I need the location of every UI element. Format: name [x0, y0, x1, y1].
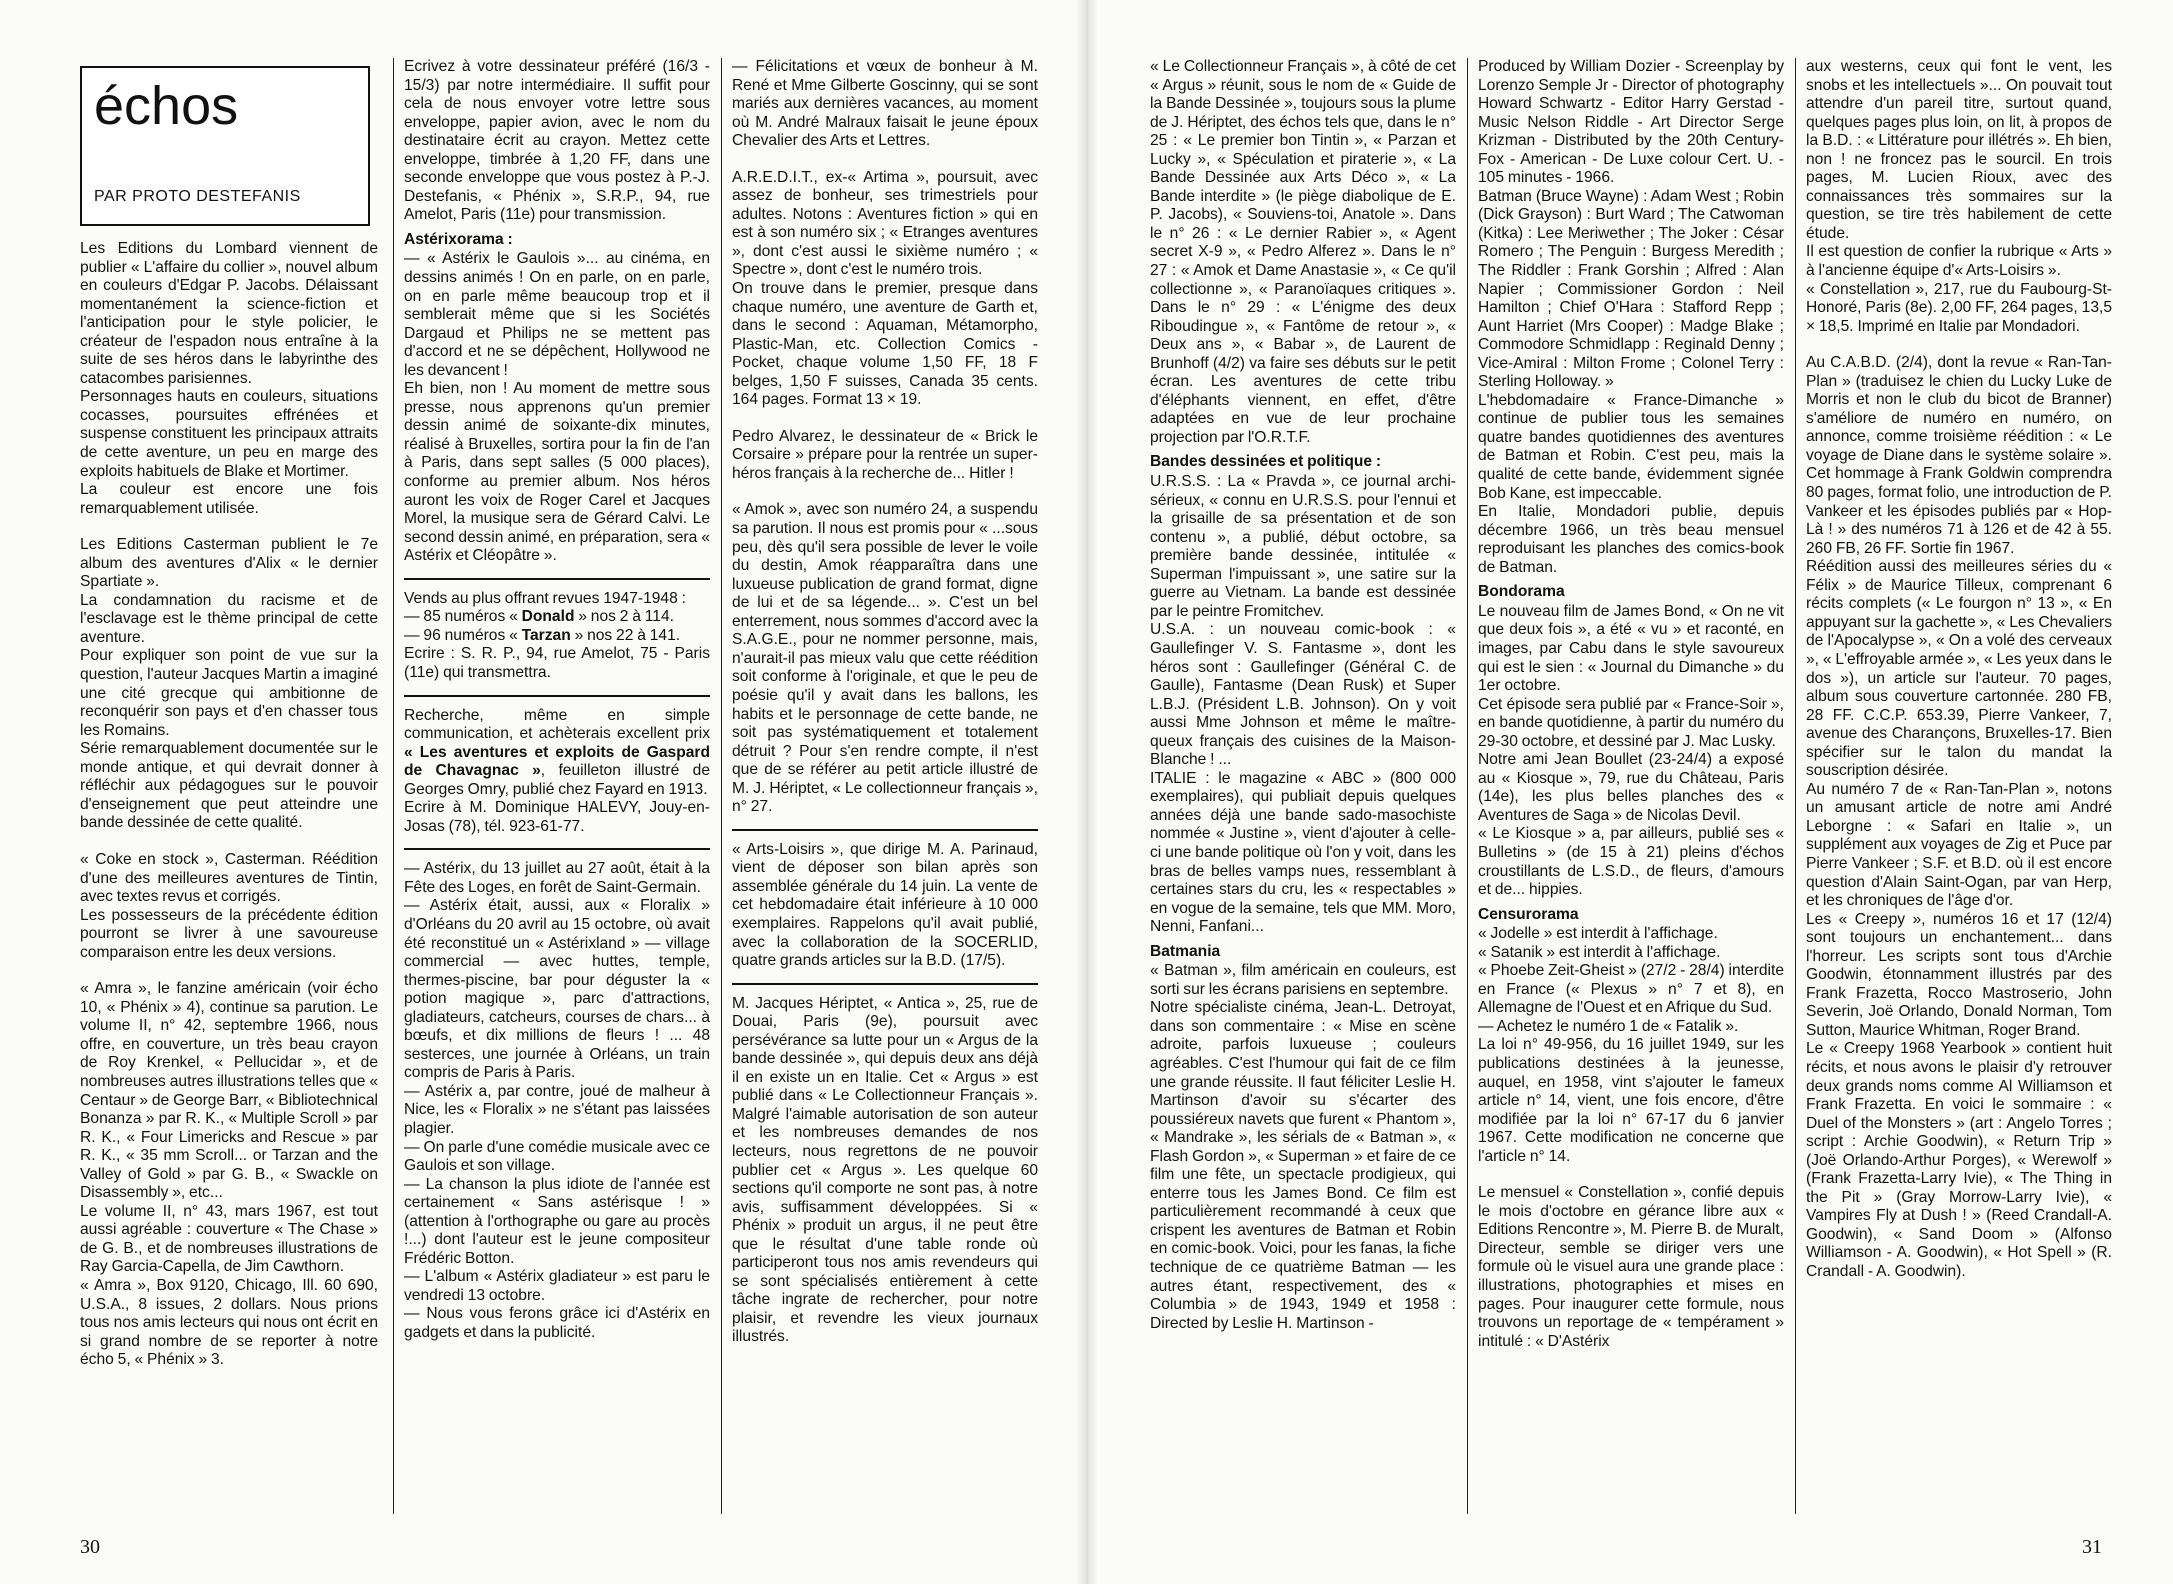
paragraph: A.R.E.D.I.T., ex-« Artima », poursuit, avec assez de bonheur, ses trimestriels pour adultes. Notons : Aventures fiction » qui en est à son numéro six ; « Etranges aventures », dont c'est aussi le sixième numéro ; « Spectre », dont c'est le numéro trois. — [732, 168, 1038, 279]
column-divider — [1795, 58, 1796, 1514]
page-title: échos — [94, 76, 239, 136]
paragraph: En Italie, Mondadori publie, depuis décembre 1966, un très beau mensuel reproduisant les planches des comics-book de Batman. — [1478, 503, 1784, 576]
page-gutter — [1076, 0, 1098, 1584]
paragraph: Réédition aussi des meilleures séries du « Félix » de Maurice Tilleux, comprenant 6 récits complets (« Le fourgon n° 13 », « En appuyant sur la gachette », « Les Chevaliers de l'Apocalypse », « On a volé des cerveaux », « L'effroyable armée », « Les yeux dans le dos »), un article sur l'auteur. 70 pages, album sous couverture cartonnée. 280 FB, 28 FF. C.C.P. 653.39, Pierre Vankeer, 7, avenue des Charançons, Bruxelles-17. Bien spécifier sur le talon du mandat la souscription désirée. — [1806, 558, 2112, 780]
paragraph: « Coke en stock », Casterman. Réédition d'une des meilleures aventures de Tintin, avec textes revus et corrigés. — [80, 850, 378, 906]
paragraph: Le mensuel « Constellation », confié depuis le mois d'octobre en gérance libre aux « Editions Rencontre », M. Pierre B. de Muralt, Directeur, semble se diriger vers une formule où le visuel aura une grande place : illustrations, photographies et mises en pages. Pour inaugurer cette formule, nous trouvons un reportage de « tempérament » intitulé : « D'Astérix — [1478, 1184, 1784, 1350]
column-6 — [1806, 58, 2112, 1514]
paragraph: « Amok », avec son numéro 24, a suspendu sa parution. Il nous est promis pour « ...sous peu, dès qu'il sera possible de lever le voile du destin, Amok réapparaîtra dans une luxueuse publication de grand format, digne de lui et de sa légende... ». C'est un bel enterrement, nous sommes d'accord avec la S.A.G.E., pour ne nommer personne, mais, n'aurait-il pas mieux valu que cette réédition soit conforme à l'originale, et que le peu de poésie qu'il y avait dans les ballons, les habits et le personnage de cette bande, ne soit pas systématiquement et totalement détruit ? Pour s'en rendre compte, il n'est que de se référer au petit article illustré de M. J. Hériptet, « Le collectionneur français », n° 27. — [732, 501, 1038, 816]
divider-rule — [404, 695, 710, 697]
byline: PAR PROTO DESTEFANIS — [94, 188, 301, 205]
paragraph: « Le Kiosque » a, par ailleurs, publié ses « Bulletins » (de 15 à 21) pleins d'échos croustillants de L.S.D., de fleurs, d'amours et de... hippies. — [1478, 825, 1784, 899]
page-number-right: 31 — [2082, 1536, 2102, 1558]
column-5 — [1478, 58, 1784, 1514]
paragraph: La couleur est encore une fois remarquablement utilisée. — [80, 481, 378, 517]
ad-text: Vends au plus offrant revues 1947-1948 : — [404, 589, 686, 607]
paragraph: Le volume II, n° 43, mars 1967, est tout aussi agréable : couverture « The Chase » de G. B., et de nombreuses illustrations de Ray Garcia-Capella, de Jim Cawthorn. — [80, 1202, 378, 1276]
ad-text: , feuilleton illustré de Georges Omry, publié chez Fayard en 1913. — [404, 762, 710, 798]
divider-rule — [404, 578, 710, 580]
section-heading: Bandes dessinées et politique : — [1150, 453, 1382, 471]
title-box — [80, 66, 370, 226]
paragraph: Notre spécialiste cinéma, Jean-L. Detroyat, dans son commentaire : « Mise en scène adroite, parfois luxueuse ; couleurs agréables. C'est l'humour qui fait de ce film une grande réussite. Il faut féliciter Leslie H. Martinson d'avoir su s'écarter des poussiéreux navets que furent « Phantom », « Mandrake », les sérials de « Batman », « Flash Gordon », « Superman » et faire de ce film une fête, un spectacle prodigieux, qui enterre tous les James Bond. Ce film est particulièrement recommandé à ceux que crispent les aventures de Batman et Robin en comic-book. Voici, pour les fanas, la fiche technique de ce quatrième Batman — les autres étant, respectivement, des « Columbia » de 1943, 1949 et 1958 : Directed by Leslie H. Martinson - — [1150, 999, 1456, 1332]
paragraph: — L'album « Astérix gladiateur » est paru le vendredi 13 octobre. — [404, 1268, 710, 1304]
paragraph: Batman (Bruce Wayne) : Adam West ; Robin (Dick Grayson) : Burt Ward ; The Catwoman (Kitka) : Lee Meriwether ; The Joker : César Romero ; The Penguin : Burgess Meredith ; The Riddler : Frank Gorshin ; Alfred : Alan Napier ; Commissioner Gordon : Neil Hamilton ; Chief O'Hara : Stafford Repp ; Aunt Harriet (Mrs Cooper) : Madge Blake ; Commodore Schmidlapp : Reginald Denny ; Vice-Amiral : Milton Frome ; Colonel Terry : Sterling Holloway. » — [1478, 187, 1784, 391]
divider-rule — [732, 983, 1038, 985]
paragraph: Le nouveau film de James Bond, « On ne vit que deux fois », a été « vu » et raconté, en images, par Cabu dans le style savoureux qui est le sien : « Journal du Dimanche » du 1er octobre. — [1478, 602, 1784, 695]
paragraph: ITALIE : le magazine « ABC » (800 000 exemplaires), qui publiait depuis quelques années déjà une bande sado-masochiste nommée « Justine », vient d'ajouter à celle-ci une bande politique où l'on y voit, dans les bras de belles vamps nues, ressemblant à certaines stars du cru, les « respectables » en vogue de la semaine, tels que MM. Moro, Nenni, Fanfani... — [1150, 769, 1456, 936]
section-heading: Batmania — [1150, 942, 1221, 960]
column-4 — [1150, 58, 1456, 1514]
paragraph: — On parle d'une comédie musicale avec ce Gaulois et son village. — [404, 1138, 710, 1175]
ad-text: — 96 numéros « — [404, 626, 522, 644]
paragraph: Pedro Alvarez, le dessinateur de « Brick le Corsaire » prépare pour la rentrée un super-héros français à la recherche de... Hitler ! — [732, 427, 1038, 482]
paragraph: Série remarquablement documentée sur le monde antique, et qui devrait donner à réfléchir aux pédagogues sur le pouvoir d'enseignement que peut atteindre une bande dessinée de cette qualité. — [80, 740, 378, 832]
paragraph: « Satanik » est interdit à l'affichage. — [1478, 943, 1721, 961]
paragraph: — Félicitations et vœux de bonheur à M. René et Mme Gilberte Goscinny, qui se sont mariés aux dernières vacances, au moment où M. André Malraux faisait le jeune époux Chevalier des Arts et Lettres. — [732, 58, 1038, 150]
paragraph: — Astérix, du 13 juillet au 27 août, était à la Fête des Loges, en forêt de Saint-Germain. — [404, 860, 710, 896]
ad-text: » nos 2 à 114. — [574, 608, 674, 626]
column-divider — [1467, 58, 1468, 1514]
paragraph: M. Jacques Hériptet, « Antica », 25, rue de Douai, Paris (9e), poursuit avec persévérance sa lutte pour un « Argus de la bande dessinée », qui depuis deux ans déjà il en existe un en Italie. Cet « Argus » est publié dans « Le Collectionneur Français ». Malgré l'aimable autorisation de son auteur et les nombreuses demandes de nos lecteurs, nous regrettons de ne pouvoir publier cet « Argus ». Les quelque 60 sections qu'il comporte ne sont pas, à notre avis, suffisamment développées. Si « Phénix » produit un argus, il ne peut être que le résultat d'une table ronde où participeront tous nos amis revendeurs qui se sont spécialisés entièrement à cette tâche ingrate de rechercher, pour notre plaisir, et revendre les vieux journaux illustrés. — [732, 994, 1038, 1346]
paragraph: Notre ami Jean Boullet (23-24/4) a exposé au « Kiosque », 79, rue du Château, Paris (14e), les plus belles planches des « Aventures de Saga » de Nicolas Devil. — [1478, 751, 1784, 824]
ad-text: Recherche, même en simple communication, et achèterais excellent prix — [404, 706, 710, 743]
paragraph: Les possesseurs de la précédente édition pourront se livrer à une savoureuse comparaison entre les deux versions. — [80, 906, 378, 961]
ad-title: Donald — [521, 608, 575, 626]
section-heading: Censurorama — [1478, 905, 1579, 923]
classified-ad — [404, 590, 710, 683]
paragraph: « Batman », film américain en couleurs, est sorti sur les écrans parisiens en septembre. — [1150, 962, 1456, 998]
paragraph: « Arts-Loisirs », que dirige M. A. Parinaud, vient de déposer son bilan après son assemblée générale du 14 juin. La vente de cet hebdomadaire était inférieure à 10 000 exemplaires. Rappelons qu'il avait publié, avec la collaboration de la SOCERLID, quatre grands articles sur la B.D. (17/5). — [732, 840, 1038, 970]
paragraph: — Astérix était, aussi, aux « Floralix » d'Orléans du 20 avril au 15 octobre, où avait été reconstitué un « Astérixland » — village commercial — avec huttes, temple, thermes-piscine, bar pour déguster la « potion magique », parc d'attractions, gladiateurs, catcheurs, courses de chars... à bœufs, et dix millions de fleurs ! ... 48 sesterces, une journée à Orléans, un train compris de Paris à Paris. — [404, 897, 710, 1082]
paragraph: Cet épisode sera publié par « France-Soir », en bande quotidienne, à partir du numéro du 29-30 octobre, et dessiné par J. Mac Lusky. — [1478, 695, 1784, 750]
paragraph: U.S.A. : un nouveau comic-book : « Gaullefinger V. S. Fantasme », dont les héros sont : Gaullefinger (Général C. de Gaulle), Fantasme (Dean Rusk) et Super L.B.J. (Président L.B. Johnson). On y voit aussi Mme Johnson et même le maître-queux français des cuisines de la Maison-Blanche ! ... — [1150, 621, 1456, 769]
ad-text: Ecrire : S. R. P., 94, rue Amelot, 75 - Paris (11e) qui transmettra. — [404, 645, 710, 681]
paragraph: « Phoebe Zeit-Gheist » (27/2 - 28/4) interdite en France (« Plexus » n° 7 et 8), en Allemagne de l'Ouest et en Afrique du Sud. — [1478, 962, 1784, 1017]
classified-ad — [404, 707, 710, 837]
paragraph: Il est question de confier la rubrique « Arts » à l'ancienne équipe d'« Arts-Loisirs ». — [1806, 243, 2112, 280]
column-3 — [732, 58, 1038, 1514]
paragraph: La condamnation du racisme et de l'esclavage est le thème principal de cette aventure. — [80, 591, 378, 646]
paragraph: On trouve dans le premier, presque dans chaque numéro, une aventure de Garth et, dans le second : Aquaman, Métamorpho, Plastic-Man, etc. Collection Comics - Pocket, chaque volume 1,50 FF, 18 F belges, 1,50 F suisses, Canada 35 cents. 164 pages. Format 13 × 19. — [732, 280, 1038, 409]
divider-rule — [404, 848, 710, 850]
paragraph: « Jodelle » est interdit à l'affichage. — [1478, 925, 1718, 943]
paragraph: Produced by William Dozier - Screenplay by Lorenzo Semple Jr - Director of photography Howard Schwartz - Editor Harry Gerstad - Music Nelson Riddle - Art Director Serge Krizman - Distributed by the 20th Century-Fox - American - De Luxe colour Cert. U. - 105 minutes - 1966. — [1478, 58, 1784, 187]
section-heading: Bondorama — [1478, 583, 1565, 601]
page-number-left: 30 — [80, 1536, 100, 1558]
column-1 — [80, 240, 378, 1514]
paragraph: « Le Collectionneur Français », à côté de cet « Argus » réunit, sous le nom de « Guide de la Bande Dessinée », toujours sous la plume de J. Hériptet, des échos tels que, dans le n° 25 : « Le premier bon Tintin », « Parzan et Lucky », « Spéculation et piraterie », « La Bande Dessinée aux Arts Déco », « La Bande interdite » (le piège diabolique de E. P. Jacobs), « Souviens-toi, Anatole ». Dans le n° 26 : « Le dernier Rabier », « Agent secret X-9 », « Pedro Alferez ». Dans le n° 27 : « Amok et Dame Anastasie », « Ce qu'il collectionne », « Paranoïaques critiques ». Dans le n° 29 : « L'énigme des deux Riboudingue », « Fantôme de retour », « Deux ans », « Babar », de Laurent de Brunhoff (4/2) va faire ses débuts sur le petit écran. Les aventures de cette tribu d'éléphants viennent, en effet, d'être adaptées en vue de leur prochaine projection par l'O.R.T.F. — [1150, 58, 1456, 446]
paragraph: L'hebdomadaire « France-Dimanche » continue de publier tous les semaines quatre bandes quotidiennes des aventures de Batman et Robin. C'est peu, mais la qualité de cette bande, évidemment signée Bob Kane, est impeccable. — [1478, 391, 1784, 502]
paragraph: — « Astérix le Gaulois »... au cinéma, en dessins animés ! On en parle, on en parle, on en parle même beaucoup trop et il semblerait même que si les Sociétés Dargaud et Philips ne se mettent pas d'accord et ne se dépêchent, Hollywood ne les devancent ! — [404, 250, 710, 379]
column-divider — [721, 58, 722, 1514]
paragraph: Eh bien, non ! Au moment de mettre sous presse, nous apprenons qu'un premier dessin animé de soixante-dix minutes, réalisé à Bruxelles, sortira pour la fin de l'an à Paris, dans sept salles (5 000 places), conforme au premier album. Nos héros auront les voix de Roger Carel et Jacques Morel, la musique sera de Gérard Calvi. Le second dessin animé, en préparation, sera « Astérix et Cléopâtre ». — [404, 380, 710, 565]
paragraph: Les Editions du Lombard viennent de publier « L'affaire du collier », nouvel album en couleurs d'Edgar P. Jacobs. Délaissant momentanément la science-fiction et l'anticipation pour le style policier, le créateur de l'espadon nous entraîne à la suite de ses héros dans le labyrinthe des catacombes parisiennes. — [80, 240, 378, 387]
paragraph: Le « Creepy 1968 Yearbook » contient huit récits, et nous avons le plaisir d'y retrouver deux grands noms comme Al Williamson et Frank Frazetta. En voici le sommaire : « Duel of the Monsters » (art : Angelo Torres ; script : Archie Goodwin), « Return Trip » (Joë Orlando-Arthur Porges), « Werewolf » (Frank Frazetta-Larry Ivie), « The Thing in the Pit » (Gray Morrow-Larry Ivie), « Vampires Fly at Dush ! » (Reed Crandall-A. Goodwin), « Sand Doom » (Alfonso Williamson - A. Goodwin), « Hot Spell » (R. Crandall - A. Goodwin). — [1806, 1040, 2112, 1280]
ad-text: — 85 numéros « — [404, 608, 522, 626]
paragraph: — Astérix a, par contre, joué de malheur à Nice, les « Floralix » ne s'étant pas laissées plagier. — [404, 1082, 710, 1137]
paragraph: Pour expliquer son point de vue sur la question, l'auteur Jacques Martin a imaginé une cité grecque qui ambitionne de reconquérir son pays et d'en chasser tous les Romains. — [80, 647, 378, 739]
paragraph: — La chanson la plus idiote de l'année est certainement « Sans astérisque ! » (attention à l'orthographe ou gare au procès !...) dont l'auteur est le jeune compositeur Frédéric Botton. — [404, 1175, 710, 1267]
ad-text: » nos 22 à 141. — [570, 626, 681, 644]
paragraph: « Constellation », 217, rue du Faubourg-St-Honoré, Paris (8e). 2,00 FF, 264 pages, 13,5 × 18,5. Imprimé en Italie par Mondadori. — [1806, 280, 2112, 335]
paragraph: Ecrivez à votre dessinateur préféré (16/3 - 15/3) par notre intermédiaire. Il suffit pour cela de nous envoyer votre lettre sous enveloppe, papier avion, avec le nom du destinataire écrit au crayon. Mettez cette enveloppe, timbrée à 1,20 FF, dans une seconde enveloppe que vous postez à P.-J. Destefanis, « Phénix », S.R.P., 94, rue Amelot, Paris (11e) pour transmission. — [404, 58, 710, 224]
section-heading: Astérixorama : — [404, 230, 513, 248]
paragraph: Au numéro 7 de « Ran-Tan-Plan », notons un amusant article de notre ami André Leborgne : « Safari en Italie », un supplément aux voyages de Zig et Puce par Pierre Vankeer ; S.F. et B.D. où il est encore question d'Alain Saint-Ogan, par van Herp, et les chroniques de l'âge d'or. — [1806, 780, 2112, 910]
divider-rule — [732, 829, 1038, 831]
paragraph: Au C.A.B.D. (2/4), dont la revue « Ran-Tan-Plan » (traduisez le chien du Lucky Luke de Morris et non le club du bicot de Branner) s'améliore de numéro en numéro, on annonce, comme troisième réédition : « Le voyage de Diane dans le système solaire ». Cet hommage à Frank Goldwin comprendra 80 pages, format folio, une introduction de P. Vankeer et les épisodes publiés par « Hop-Là ! » des numéros 71 à 126 et de 42 à 55. 260 FB, 26 FF. Sortie fin 1967. — [1806, 354, 2112, 557]
ad-text: Ecrire à M. Dominique HALEVY, Jouy-en-Josas (78), tél. 923-61-77. — [404, 799, 710, 835]
ad-title: « Les aventures et exploits de Gaspard de Chavagnac » — [404, 743, 710, 780]
paragraph: aux westerns, ceux qui font le vent, les snobs et les intellectuels »... On pouvait tout attendre d'un pareil titre, surtout quand, quelques pages plus loin, on lit, à propos de la B.D. : « Littérature pour illétrés ». Eh bien, non ! ne froncez pas le sourcil. En trois pages, M. Lucien Rioux, avec des connaissances très sommaires sur la question, se tire très habilement de cette étude. — [1806, 58, 2112, 242]
ad-title: Tarzan — [521, 626, 571, 644]
paragraph: Les « Creepy », numéros 16 et 17 (12/4) sont toujours un enchantement... dans l'horreur. Les scripts sont tous d'Archie Goodwin, étonnamment illustrés par des Frank Frazetta, Rocco Mastroserio, John Severin, Joë Orlando, Donald Norman, Tom Sutton, Maurice Whitman, Roger Brand. — [1806, 910, 2112, 1039]
paragraph: — Nous vous ferons grâce ici d'Astérix en gadgets et dans la publicité. — [404, 1305, 710, 1341]
paragraph: U.R.S.S. : La « Pravda », ce journal archi-sérieux, « connu en U.R.S.S. pour l'ennui et la grisaille de sa présentation et de son contenu », a publié, début octobre, sa première bande dessinée, intitulée « Superman l'impuissant », une satire sur la guerre au Vietnam. La bande est dessinée par le peintre Fromitchev. — [1150, 473, 1456, 620]
column-2 — [404, 58, 710, 1514]
paragraph: — Achetez le numéro 1 de « Fatalik ». — [1478, 1017, 1739, 1035]
paragraph: Les Editions Casterman publient le 7e album des aventures d'Alix « le dernier Spartiate ». — [80, 536, 378, 591]
paragraph: « Amra », le fanzine américain (voir écho 10, « Phénix » 4), continue sa parution. Le volume II, n° 42, septembre 1966, nous offre, en couverture, un très beau crayon de Roy Krenkel, « Pellucidar », et de nombreuses autres illustrations telles que « Centaur » de George Barr, « Bibliotechnical Bonanza » par R. K., « Multiple Scroll » par R. K., « Four Limericks and Rescue » par R. K., « 35 mm Scroll... or Tarzan and the Valley of Gold » par G. B., « Swackle on Disassembly », etc... — [80, 980, 378, 1202]
paragraph: « Amra », Box 9120, Chicago, Ill. 60 690, U.S.A., 8 issues, 2 dollars. Nous prions tous nos amis lecteurs qui nous ont écrit en si grand nombre de se reporter à notre écho 5, « Phénix » 3. — [80, 1276, 378, 1369]
paragraph: Personnages hauts en couleurs, situations cocasses, poursuites effrénées et suspense constituent les principaux attraits de cette aventure, un peu en marge des exploits habituels de Blake et Mortimer. — [80, 388, 378, 480]
paragraph: La loi n° 49-956, du 16 juillet 1949, sur les publications destinées à la jeunesse, auquel, en 1958, vint s'ajouter le fameux article n° 14, vient, une fois encore, d'être modifiée par la loi n° 67-17 du 6 janvier 1967. Cette modification ne concerne que l'article n° 14. — [1478, 1036, 1784, 1165]
column-divider — [393, 58, 394, 1514]
